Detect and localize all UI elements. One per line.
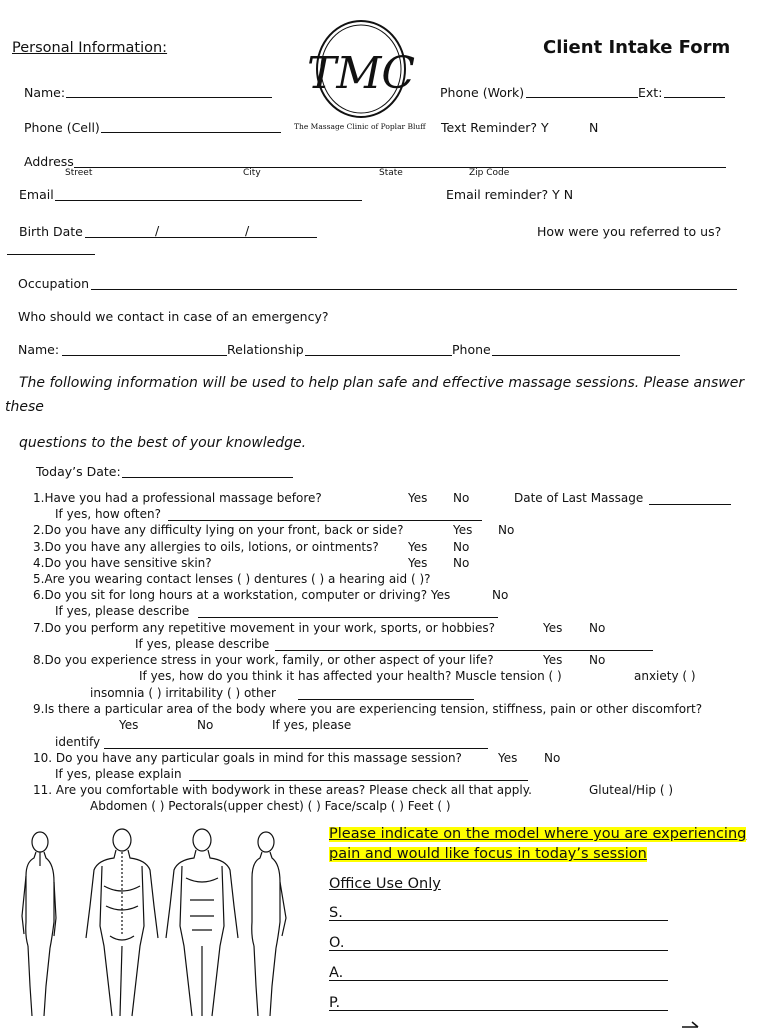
street-caption: Street bbox=[65, 168, 93, 178]
logo-caption: The Massage Clinic of Poplar Bluff bbox=[294, 122, 426, 131]
intro-line-3: questions to the best of your knowledge. bbox=[19, 435, 307, 451]
soap-a-field[interactable] bbox=[329, 980, 668, 981]
address-label: Address bbox=[24, 154, 74, 169]
soap-p-label: P. bbox=[329, 995, 341, 1011]
personal-info-heading: Personal Information: bbox=[12, 40, 168, 56]
emergency-phone-label: Phone bbox=[452, 342, 491, 357]
q2-yes[interactable]: Yes bbox=[453, 523, 473, 537]
q4-text: 4.Do you have sensitive skin? bbox=[33, 556, 212, 570]
q7-text: 7.Do you perform any repetitive movement in your work, sports, or hobbies? bbox=[33, 621, 496, 635]
q10-explain-label: If yes, please explain bbox=[55, 767, 182, 781]
q10-yes[interactable]: Yes bbox=[498, 751, 518, 765]
clinic-logo bbox=[306, 18, 416, 118]
q5-text: 5.Are you wearing contact lenses ( ) dentures ( ) a hearing aid ( )? bbox=[33, 572, 431, 586]
birth-slash-1: / bbox=[155, 223, 160, 238]
q10-text: 10. Do you have any particular goals in mind for this massage session? bbox=[33, 751, 462, 765]
logo-monogram: TMC bbox=[306, 48, 416, 99]
soap-o-field[interactable] bbox=[329, 950, 668, 951]
soap-p-field[interactable] bbox=[329, 1010, 668, 1011]
q10-no[interactable]: No bbox=[544, 751, 561, 765]
q8-yes[interactable]: Yes bbox=[543, 653, 563, 667]
intro-line-2: these bbox=[5, 399, 44, 415]
q1-often-field[interactable] bbox=[168, 520, 482, 521]
office-use-heading: Office Use Only bbox=[329, 876, 441, 892]
soap-s-field[interactable] bbox=[329, 920, 668, 921]
q7-describe-label: If yes, please describe bbox=[135, 637, 270, 651]
q8-affected: If yes, how do you think it has affected your health? Muscle tension ( ) bbox=[139, 669, 562, 683]
birth-date-label: Birth Date bbox=[19, 224, 83, 239]
name-field[interactable] bbox=[66, 97, 272, 98]
emergency-name-field[interactable] bbox=[62, 355, 227, 356]
q6-no[interactable]: No bbox=[492, 588, 509, 602]
q1-often-label: If yes, how often? bbox=[55, 507, 161, 521]
soap-s-label: S. bbox=[329, 905, 343, 921]
phone-work-field[interactable] bbox=[526, 97, 638, 98]
body-figure-side-left bbox=[22, 832, 56, 1016]
q7-no[interactable]: No bbox=[589, 621, 606, 635]
body-diagram[interactable] bbox=[20, 826, 302, 1024]
q11-gluteal[interactable]: Gluteal/Hip ( ) bbox=[589, 783, 674, 797]
q1-no[interactable]: No bbox=[453, 491, 470, 505]
q9-identify-field[interactable] bbox=[104, 748, 488, 749]
q3-no[interactable]: No bbox=[453, 540, 470, 554]
phone-cell-field[interactable] bbox=[101, 132, 281, 133]
q3-yes[interactable]: Yes bbox=[408, 540, 428, 554]
ext-label: Ext: bbox=[638, 85, 663, 100]
relationship-field[interactable] bbox=[305, 355, 452, 356]
occupation-label: Occupation bbox=[18, 276, 90, 291]
q6-text: 6.Do you sit for long hours at a workstation, computer or driving? Yes bbox=[33, 588, 451, 602]
q1-last-label: Date of Last Massage bbox=[514, 491, 644, 505]
email-label: Email bbox=[19, 187, 54, 202]
q2-text: 2.Do you have any difficulty lying on your front, back or side? bbox=[33, 523, 404, 537]
q9-identify-label: identify bbox=[55, 735, 101, 749]
text-reminder-label: Text Reminder? Y bbox=[441, 120, 549, 135]
q11-areas: Abdomen ( ) Pectorals(upper chest) ( ) Face/scalp ( ) Feet ( ) bbox=[90, 799, 451, 813]
q8-anxiety[interactable]: anxiety ( ) bbox=[634, 669, 696, 683]
q1-yes[interactable]: Yes bbox=[408, 491, 428, 505]
todays-date-field[interactable] bbox=[122, 477, 293, 478]
soap-o-label: O. bbox=[329, 935, 345, 951]
q8-other-field[interactable] bbox=[298, 699, 474, 700]
state-caption: State bbox=[379, 168, 403, 178]
todays-date-label: Today’s Date: bbox=[36, 464, 121, 479]
q1-last-field[interactable] bbox=[649, 504, 731, 505]
q8-no[interactable]: No bbox=[589, 653, 606, 667]
name-label: Name: bbox=[24, 85, 66, 100]
email-reminder: Email reminder? Y N bbox=[446, 187, 574, 202]
q7-yes[interactable]: Yes bbox=[543, 621, 563, 635]
q9-yes[interactable]: Yes bbox=[119, 718, 139, 732]
q7-describe-field[interactable] bbox=[275, 650, 653, 651]
arrow-icon bbox=[682, 1014, 702, 1024]
soap-a-label: A. bbox=[329, 965, 344, 981]
q1-text: 1.Have you had a professional massage before? bbox=[33, 491, 322, 505]
email-field[interactable] bbox=[55, 200, 362, 201]
q8-text: 8.Do you experience stress in your work, family, or other aspect of your life? bbox=[33, 653, 494, 667]
q10-explain-field[interactable] bbox=[189, 780, 528, 781]
birth-slash-2: / bbox=[245, 223, 250, 238]
occupation-field[interactable] bbox=[91, 289, 737, 290]
q2-no[interactable]: No bbox=[498, 523, 515, 537]
text-reminder-no[interactable]: N bbox=[589, 120, 599, 135]
indicate-line-1: Please indicate on the model where you are experiencing bbox=[329, 826, 747, 842]
relationship-label: Relationship bbox=[227, 342, 304, 357]
referred-label: How were you referred to us? bbox=[537, 224, 722, 239]
q9-no[interactable]: No bbox=[197, 718, 214, 732]
ext-field[interactable] bbox=[664, 97, 725, 98]
q11-text: 11. Are you comfortable with bodywork in these areas? Please check all that apply. bbox=[33, 783, 532, 797]
q9-please: If yes, please bbox=[272, 718, 352, 732]
form-title: Client Intake Form bbox=[543, 37, 731, 58]
q3-text: 3.Do you have any allergies to oils, lotions, or ointments? bbox=[33, 540, 379, 554]
indicate-line-2: pain and would like focus in today’s session bbox=[329, 846, 647, 862]
emergency-name-label: Name: bbox=[18, 342, 60, 357]
body-figure-front bbox=[166, 829, 238, 1016]
emergency-phone-field[interactable] bbox=[492, 355, 680, 356]
body-figure-back bbox=[86, 829, 158, 1016]
q4-no[interactable]: No bbox=[453, 556, 470, 570]
intro-line-1: The following information will be used to help plan safe and effective massage sessions. Please answer bbox=[19, 375, 745, 391]
q4-yes[interactable]: Yes bbox=[408, 556, 428, 570]
phone-work-label: Phone (Work) bbox=[440, 85, 525, 100]
birth-date-field[interactable] bbox=[85, 237, 317, 238]
phone-cell-label: Phone (Cell) bbox=[24, 120, 100, 135]
q8-insomnia: insomnia ( ) irritability ( ) other bbox=[90, 686, 276, 700]
city-caption: City bbox=[243, 168, 261, 178]
q6-describe-label: If yes, please describe bbox=[55, 604, 190, 618]
q6-describe-field[interactable] bbox=[198, 617, 498, 618]
q9-text: 9.Is there a particular area of the body where you are experiencing tension, stiffness, pain or other discomfort? bbox=[33, 702, 703, 716]
body-figure-side-right bbox=[252, 832, 286, 1016]
referred-field[interactable] bbox=[7, 254, 95, 255]
emergency-label: Who should we contact in case of an emergency? bbox=[18, 309, 329, 324]
zip-caption: Zip Code bbox=[469, 168, 510, 178]
